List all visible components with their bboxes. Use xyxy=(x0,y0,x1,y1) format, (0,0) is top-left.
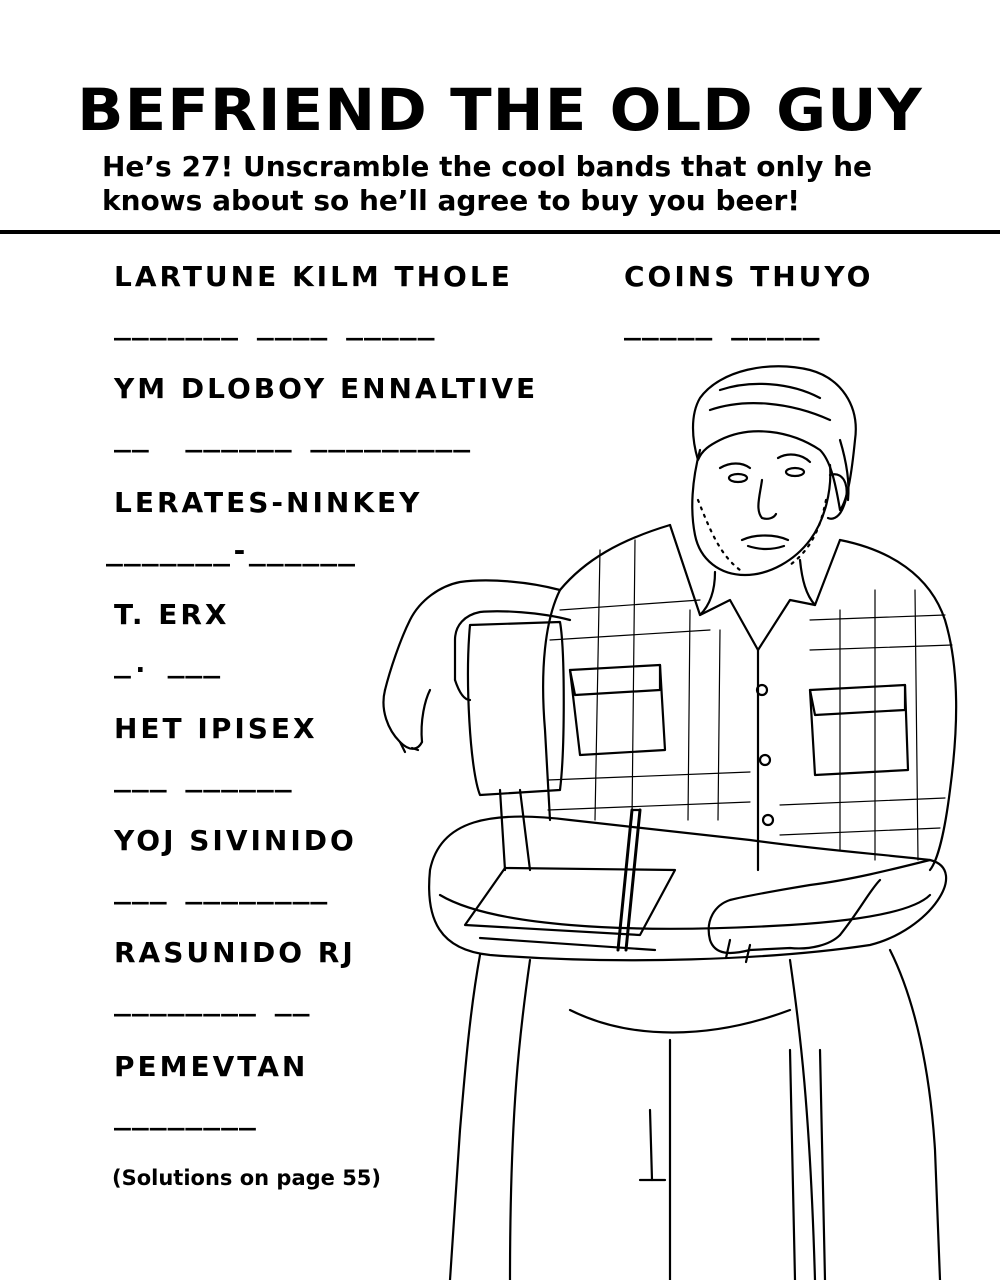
answer-blanks[interactable]: ________ xyxy=(114,1098,257,1131)
scrambled-band-name: YOJ SIVINIDO xyxy=(114,824,357,857)
old-guy-illustration xyxy=(370,350,970,1280)
puzzle-item xyxy=(114,598,230,680)
page-title: BEFRIEND THE OLD GUY xyxy=(77,76,923,144)
scrambled-band-name: LARTUNE KILM THOLE xyxy=(114,260,513,293)
solutions-note: (Solutions on page 55) xyxy=(112,1166,382,1190)
puzzle-item xyxy=(114,824,357,906)
answer-blanks[interactable]: ___ ______ xyxy=(114,760,293,793)
answer-blanks[interactable]: _. ___ xyxy=(114,646,222,679)
scrambled-band-name: LERATES-NINKEY xyxy=(114,486,423,519)
answer-blanks[interactable]: ________ __ xyxy=(114,984,311,1017)
puzzle-item xyxy=(114,936,356,1018)
scrambled-band-name: PEMEVTAN xyxy=(114,1050,309,1083)
scrambled-band-name: T. ERX xyxy=(114,598,230,631)
scrambled-band-name: HET IPISEX xyxy=(114,712,318,745)
answer-blanks[interactable]: _______ ____ _____ xyxy=(114,308,436,341)
answer-blanks[interactable]: __ ______ _________ xyxy=(114,420,472,453)
header-divider xyxy=(0,230,1000,234)
answer-blanks[interactable]: _______-______ xyxy=(106,534,357,567)
scrambled-band-name: RASUNIDO RJ xyxy=(114,936,356,969)
answer-blanks[interactable]: _____ _____ xyxy=(624,308,821,341)
scrambled-band-name: YM DLOBOY ENNALTIVE xyxy=(114,372,539,405)
puzzle-item xyxy=(624,260,873,342)
puzzle-item xyxy=(114,1050,308,1132)
puzzle-item xyxy=(114,260,513,342)
scrambled-band-name: COINS THUYO xyxy=(624,260,874,293)
page-subtitle: He’s 27! Unscramble the cool bands that only he knows about so he’ll agree to buy you beer! xyxy=(102,150,872,217)
puzzle-item xyxy=(114,712,318,794)
answer-blanks[interactable]: ___ ________ xyxy=(114,872,329,905)
